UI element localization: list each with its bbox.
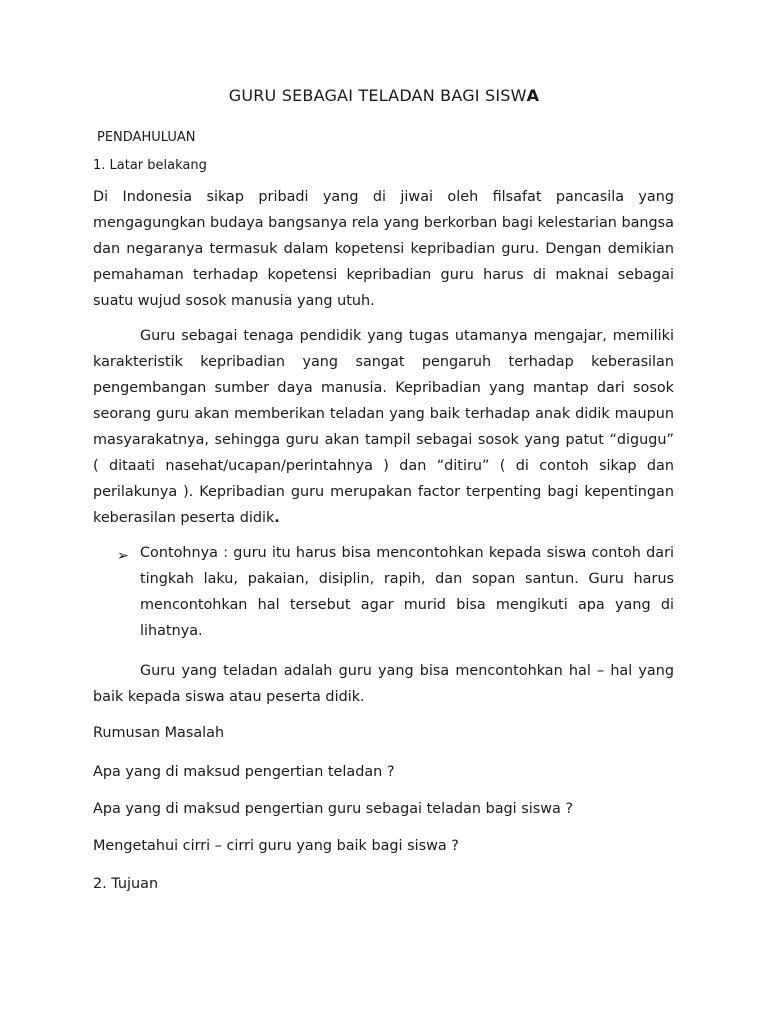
subsection-latar-belakang: 1. Latar belakang — [93, 158, 207, 173]
paragraph-2-text: Guru sebagai tenaga pendidik yang tugas utamanya mengajar, memiliki karakteristik kepribadian yang sangat pengaruh terhadap keberasilan pengembangan sumber daya manusia. Kepribadian yang mantap dari sosok seorang guru akan memberikan teladan yang baik terhadap anak didik maupun masyarakatnya, sehingga guru akan tampil sebagai sosok yang patut “digugu” ( ditaati nasehat/ucapan/perintahnya ) dan “ditiru” ( di contoh sikap dan perilakunya ). Kepribadian guru merupakan factor terpenting bagi kepentingan keberasilan peserta didik — [93, 328, 674, 526]
document-title — [0, 86, 768, 105]
question-1: Apa yang di maksud pengertian teladan ? — [93, 764, 395, 780]
bullet-arrow-icon: ➢ — [117, 548, 129, 564]
subsection-tujuan: 2. Tujuan — [93, 876, 159, 892]
document-title-main: GURU SEBAGAI TELADAN BAGI SISW — [228, 86, 527, 105]
document-title-tail: A — [526, 86, 540, 105]
bullet-item-contohnya: Contohnya : guru itu harus bisa mencontohkan kepada siswa contoh dari tingkah laku, pakaian, disiplin, rapih, dan sopan santun. Guru harus mencontohkan hal tersebut agar murid bisa mengikuti apa yang di lihatnya. — [140, 545, 674, 639]
section-heading: PENDAHULUAN — [97, 130, 196, 145]
paragraph-2 — [93, 323, 674, 531]
question-2: Apa yang di maksud pengertian guru sebagai teladan bagi siswa ? — [93, 801, 574, 817]
paragraph-2-end: . — [274, 510, 280, 526]
paragraph-3-text: Guru yang teladan adalah guru yang bisa mencontohkan hal – hal yang baik kepada siswa atau peserta didik. — [93, 663, 674, 705]
rumusan-masalah-heading: Rumusan Masalah — [93, 725, 225, 741]
paragraph-1: Di Indonesia sikap pribadi yang di jiwai oleh filsafat pancasila yang mengagungkan budaya bangsanya rela yang berkorban bagi kelestarian bangsa dan negaranya termasuk dalam kopetensi kepribadian guru. Dengan demikian pemahaman terhadap kopetensi kepribadian guru harus di maknai sebagai suatu wujud sosok manusia yang utuh. — [93, 189, 674, 309]
question-3: Mengetahui cirri – cirri guru yang baik bagi siswa ? — [93, 838, 459, 854]
paragraph-3 — [93, 658, 674, 710]
